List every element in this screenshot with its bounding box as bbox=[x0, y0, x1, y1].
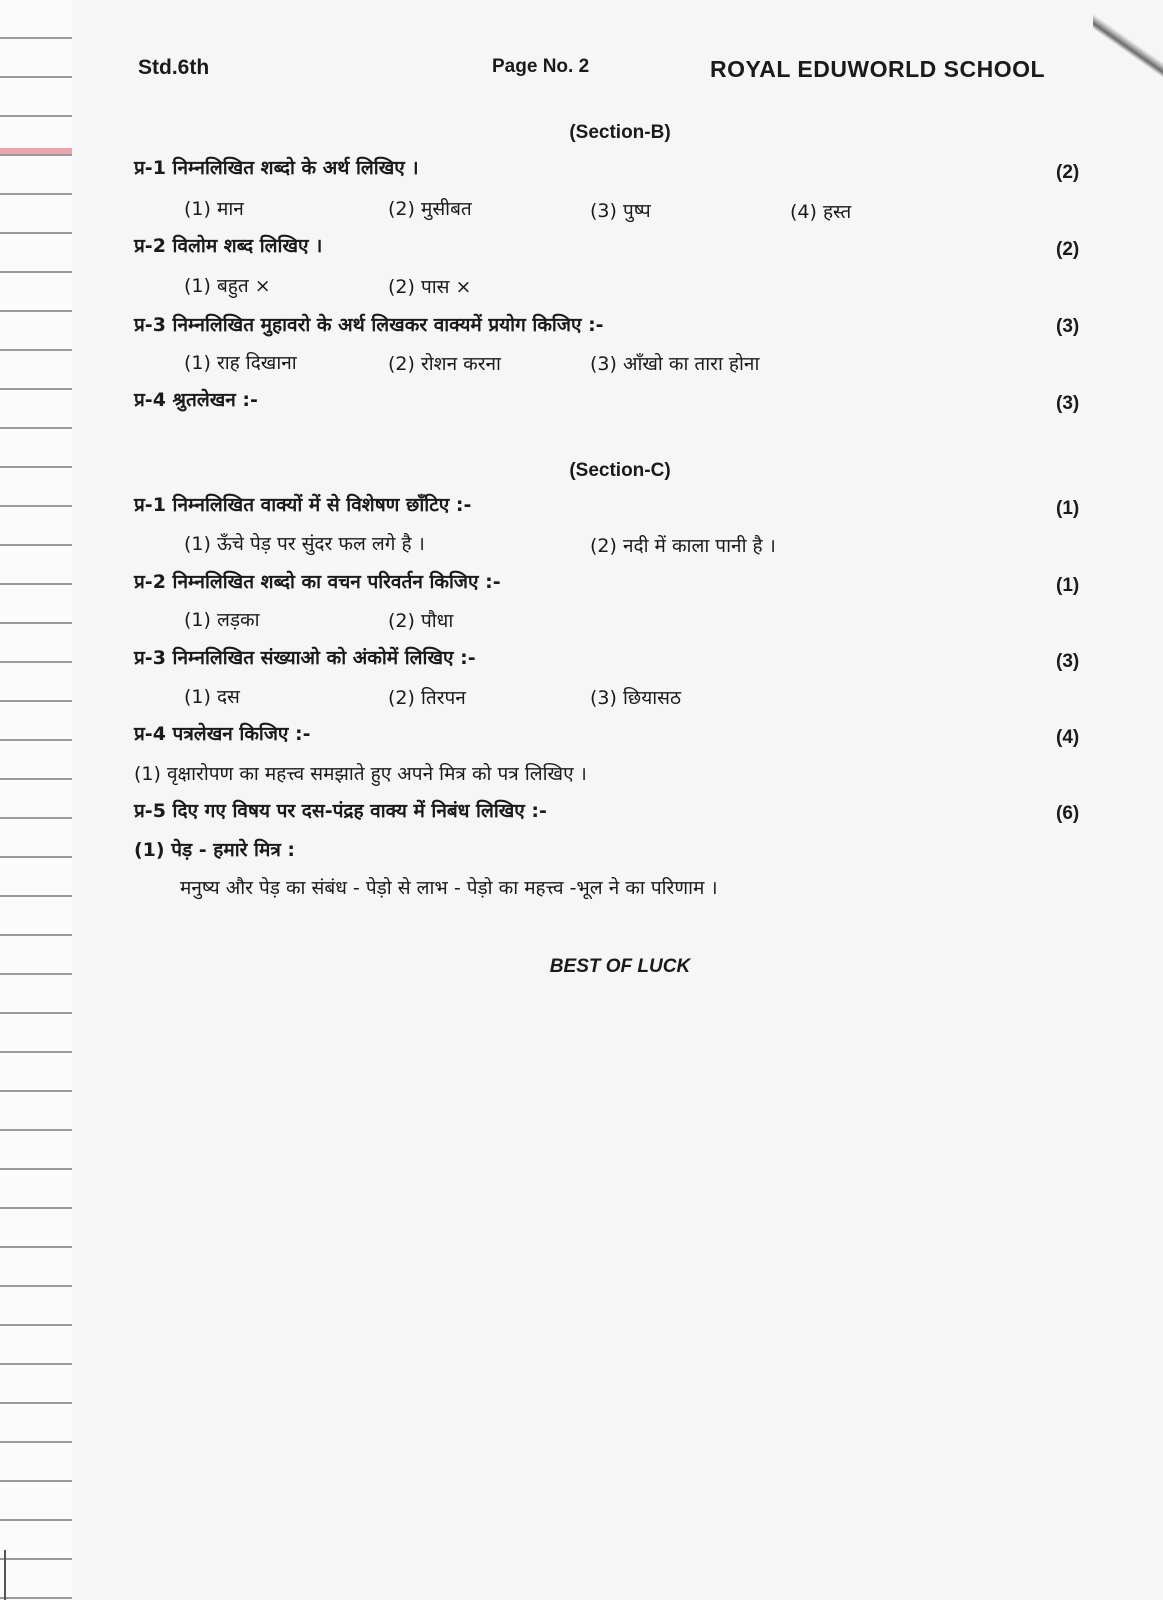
standard-label: Std.6th bbox=[138, 56, 210, 79]
section-c-q5: प्र-5 दिए गए विषय पर दस-पंद्रह वाक्य में निबंध लिखिए :- bbox=[134, 800, 547, 822]
section-c-q3-option-2: (2) तिरपन bbox=[388, 687, 466, 709]
section-c-q2-option-1: (1) लड़का bbox=[184, 609, 260, 631]
section-b-q1-option-1: (1) मान bbox=[184, 198, 244, 220]
section-c-q3-option-1: (1) दस bbox=[184, 686, 240, 708]
section-c-q4: प्र-4 पत्रलेखन किजिए :- bbox=[134, 723, 311, 745]
section-b-q4-marks: (3) bbox=[1056, 393, 1080, 414]
section-b-q4: प्र-4 श्रुतलेखन :- bbox=[134, 389, 258, 411]
section-b-title: (Section-B) bbox=[569, 122, 671, 143]
section-b-q1-marks: (2) bbox=[1056, 162, 1080, 183]
section-b-q1-option-3: (3) पुष्प bbox=[590, 200, 651, 222]
section-b-q2-option-1: (1) बहुत × bbox=[184, 275, 271, 297]
section-b-q2-marks: (2) bbox=[1056, 239, 1080, 260]
section-c-q2: प्र-2 निम्नलिखित शब्दो का वचन परिवर्तन किजिए :- bbox=[134, 571, 501, 593]
section-c-q3-marks: (3) bbox=[1056, 651, 1080, 672]
section-c-q1: प्र-1 निम्नलिखित वाक्यों में से विशेषण छाँटिए :- bbox=[134, 494, 472, 516]
section-c-q5-essay-outline: मनुष्य और पेड़ का संबंध - पेड़ो से लाभ - पेड़ो का महत्त्व -भूल ने का परिणाम । bbox=[180, 877, 718, 899]
section-b-q2-option-2: (2) पास × bbox=[388, 276, 472, 298]
section-b-q1: प्र-1 निम्नलिखित शब्दो के अर्थ लिखिए । bbox=[134, 157, 419, 179]
section-c-q3: प्र-3 निम्नलिखित संख्याओ को अंकोमें लिखिए :- bbox=[134, 647, 476, 669]
section-c-q1-option-2: (2) नदी में काला पानी है । bbox=[590, 535, 776, 557]
section-b-q1-option-2: (2) मुसीबत bbox=[388, 198, 472, 220]
school-name: ROYAL EDUWORLD SCHOOL bbox=[710, 56, 1046, 82]
best-of-luck: BEST OF LUCK bbox=[549, 956, 691, 977]
section-c-title: (Section-C) bbox=[569, 460, 671, 481]
section-b-q1-option-4: (4) हस्त bbox=[790, 201, 852, 223]
section-c-q3-option-3: (3) छियासठ bbox=[590, 687, 682, 709]
section-b-q2: प्र-2 विलोम शब्द लिखिए । bbox=[134, 235, 323, 257]
section-c-q2-marks: (1) bbox=[1056, 575, 1080, 596]
section-b-q3: प्र-3 निम्नलिखित मुहावरो के अर्थ लिखकर वाक्यमें प्रयोग किजिए :- bbox=[134, 314, 604, 336]
section-c-q5-essay-topic: (1) पेड़ - हमारे मित्र : bbox=[134, 839, 296, 861]
section-b-q3-option-3: (3) आँखो का तारा होना bbox=[590, 353, 760, 375]
section-b-q3-marks: (3) bbox=[1056, 316, 1080, 337]
section-c-q1-option-1: (1) ऊँचे पेड़ पर सुंदर फल लगे है । bbox=[184, 533, 425, 555]
section-c-q2-option-2: (2) पौधा bbox=[388, 610, 454, 632]
section-c-q4-marks: (4) bbox=[1056, 727, 1080, 748]
section-c-q1-marks: (1) bbox=[1056, 498, 1080, 519]
section-b-q3-option-2: (2) रोशन करना bbox=[388, 353, 501, 375]
section-c-q4-letter-topic: (1) वृक्षारोपण का महत्त्व समझाते हुए अपने मित्र को पत्र लिखिए । bbox=[134, 763, 587, 785]
page-number: Page No. 2 bbox=[492, 56, 590, 77]
section-b-q3-option-1: (1) राह दिखाना bbox=[184, 352, 297, 374]
section-c-q5-marks: (6) bbox=[1056, 803, 1080, 824]
